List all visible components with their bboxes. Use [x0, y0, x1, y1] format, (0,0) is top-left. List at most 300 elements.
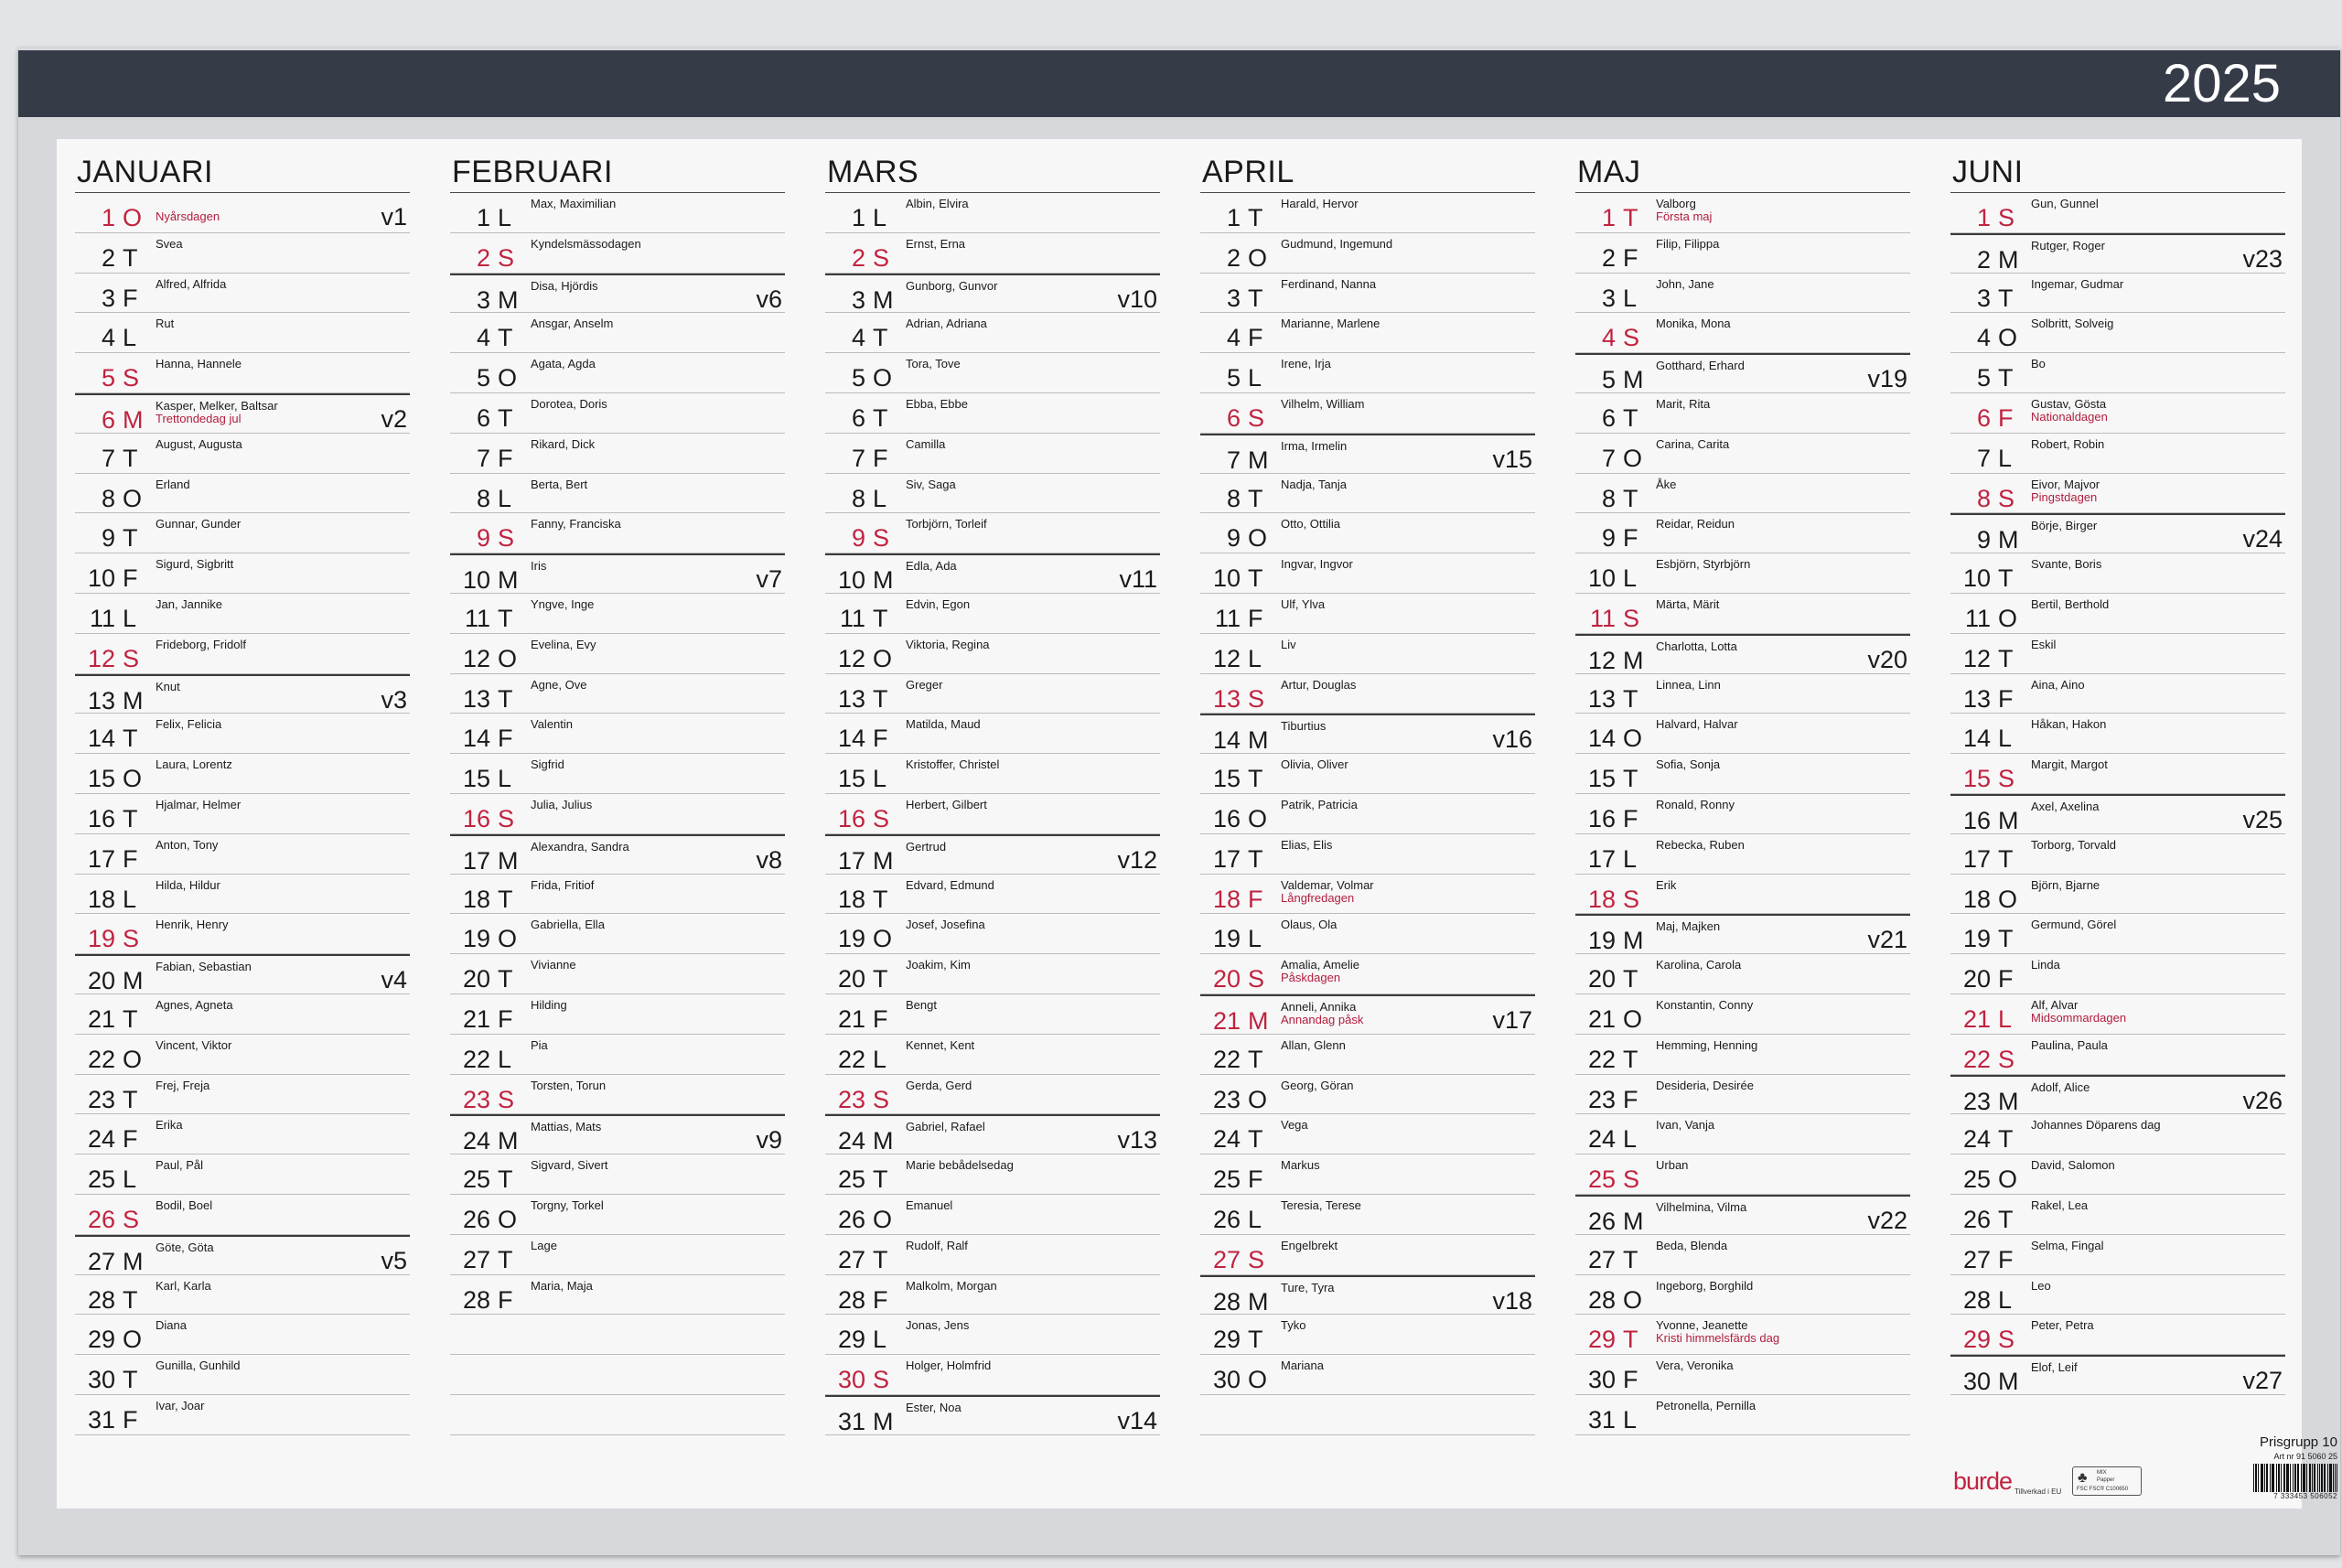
day-number: 16	[1587, 804, 1616, 832]
name-day: Esbjörn, Styrbjörn	[1656, 557, 1751, 572]
day-number: 27	[462, 1245, 490, 1273]
weekday-letter: F	[498, 1004, 513, 1033]
name-day: Rutger, Roger	[2031, 238, 2105, 252]
name-day: Hemming, Henning	[1656, 1037, 1758, 1052]
weekday-letter: T	[873, 965, 888, 993]
weekday-letter: O	[1248, 243, 1268, 272]
day-number: 30	[87, 1366, 115, 1394]
day-row	[1575, 674, 1910, 714]
name-day: Gudmund, Ingemund	[1281, 236, 1393, 251]
name-day: Malkolm, Morgan	[906, 1278, 997, 1293]
day-number: 30	[1962, 1368, 1991, 1396]
day-row	[1200, 1155, 1535, 1195]
day-number: 1	[476, 204, 490, 231]
weekday-letter: F	[1623, 243, 1638, 272]
day-number: 27	[1587, 1245, 1616, 1273]
day-row	[1575, 714, 1910, 754]
day-number: 26	[87, 1205, 115, 1233]
name-day: Rakel, Lea	[2031, 1197, 2089, 1212]
day-number: 22	[837, 1045, 865, 1073]
weekday-letter: T	[1248, 564, 1263, 593]
day-number: 31	[87, 1405, 115, 1434]
day-row	[1200, 994, 1535, 1035]
day-number: 3	[1226, 284, 1241, 312]
day-row	[1200, 1355, 1535, 1395]
day-row	[450, 1035, 785, 1075]
day-row	[1575, 1395, 1910, 1435]
name-day: Vega	[1281, 1118, 1308, 1133]
weekday-letter: F	[1998, 403, 2014, 432]
weekday-letter: M	[123, 686, 144, 714]
day-row	[450, 233, 785, 274]
name-day: Åke	[1656, 477, 1677, 491]
weekday-letter: O	[1623, 725, 1643, 753]
day-row	[450, 553, 785, 594]
name-day: Björn, Bjarne	[2031, 877, 2100, 892]
name-day: Ferdinand, Nanna	[1281, 276, 1377, 291]
name-day: Anneli, Annika	[1281, 999, 1357, 1014]
day-number: 5	[1601, 366, 1616, 394]
day-row	[825, 754, 1160, 794]
day-row	[75, 434, 410, 474]
day-number: 2	[476, 243, 490, 272]
weekday-letter: S	[1248, 965, 1265, 993]
day-number: 4	[476, 324, 490, 352]
day-row	[75, 553, 410, 594]
day-row	[1575, 1355, 1910, 1395]
name-day: Disa, Hjördis	[531, 278, 598, 293]
name-day: Marie bebådelsedag	[906, 1158, 1014, 1173]
day-number: 3	[476, 285, 490, 314]
name-day: Elof, Leif	[2031, 1360, 2078, 1375]
day-number: 28	[1212, 1287, 1241, 1316]
name-day: Edvin, Egon	[906, 596, 971, 611]
name-day: Elias, Elis	[1281, 837, 1333, 852]
weekday-letter: M	[1998, 526, 2019, 554]
name-day: Agnes, Agneta	[156, 997, 233, 1012]
day-row	[825, 393, 1160, 434]
day-number: 14	[1587, 725, 1616, 753]
weekday-letter: L	[873, 1045, 887, 1073]
day-number: 14	[462, 725, 490, 753]
day-row	[825, 1395, 1160, 1435]
day-number: 18	[1962, 885, 1991, 913]
weekday-letter: M	[498, 566, 519, 595]
name-day: Vilhelmina, Vilma	[1656, 1199, 1747, 1214]
day-number: 7	[101, 444, 115, 472]
day-row	[75, 1275, 410, 1316]
week-number: v12	[1117, 845, 1157, 874]
holiday-label: Annandag påsk	[1281, 1012, 1364, 1026]
day-number: 10	[462, 566, 490, 595]
weekday-letter: S	[498, 243, 515, 272]
day-number: 5	[101, 364, 115, 392]
name-day: Ingemar, Gudmar	[2031, 276, 2124, 291]
day-row	[1575, 1114, 1910, 1155]
day-number: 27	[1212, 1245, 1241, 1273]
weekday-letter: M	[1998, 806, 2019, 834]
day-row	[75, 834, 410, 875]
weekday-letter: T	[1998, 564, 2014, 593]
day-row	[1200, 794, 1535, 834]
day-number: 7	[851, 444, 865, 472]
day-number: 17	[1212, 844, 1241, 873]
name-day: Gunnar, Gunder	[156, 517, 242, 532]
weekday-letter: L	[1623, 1125, 1638, 1154]
weekday-letter: L	[1623, 844, 1638, 873]
weekday-letter: M	[873, 1127, 894, 1155]
day-number: 29	[87, 1326, 115, 1354]
weekday-letter: L	[123, 1165, 137, 1194]
day-number: 6	[1601, 403, 1616, 432]
month-column-juni	[1950, 154, 2285, 1395]
weekday-letter: F	[1623, 804, 1638, 832]
weekday-letter: F	[1623, 1366, 1638, 1394]
name-day: Felix, Felicia	[156, 717, 222, 732]
weekday-letter: L	[498, 765, 512, 793]
day-row	[1575, 233, 1910, 274]
day-row	[1950, 834, 2285, 875]
weekday-letter: F	[873, 444, 888, 472]
day-number: 1	[1226, 204, 1241, 231]
day-number: 4	[101, 324, 115, 352]
barcode-icon	[2253, 1464, 2337, 1492]
name-day: Märta, Märit	[1656, 596, 1720, 611]
name-day: Valdemar, Volmar	[1281, 877, 1374, 892]
weekday-letter: O	[1623, 1004, 1643, 1033]
name-day: Frej, Freja	[156, 1078, 210, 1092]
day-row	[1950, 674, 2285, 714]
day-row	[1575, 513, 1910, 553]
week-number: v7	[756, 565, 782, 594]
name-day: Petronella, Pernilla	[1656, 1398, 1756, 1412]
weekday-letter: S	[1248, 1245, 1265, 1273]
weekday-letter: M	[1623, 1207, 1644, 1235]
name-day: Ernst, Erna	[906, 236, 966, 251]
day-row	[1950, 353, 2285, 393]
day-number: 10	[837, 566, 865, 595]
day-row	[825, 193, 1160, 233]
header-bar	[18, 50, 2340, 117]
day-row	[450, 393, 785, 434]
day-row	[825, 794, 1160, 834]
day-row	[1200, 875, 1535, 915]
day-row	[1200, 754, 1535, 794]
weekday-letter: M	[123, 405, 144, 434]
name-day: Maj, Majken	[1656, 919, 1721, 934]
day-number: 10	[1212, 564, 1241, 593]
day-number: 2	[101, 243, 115, 272]
day-number: 7	[1976, 444, 1991, 472]
name-day: Erik	[1656, 877, 1677, 892]
name-day: Diana	[156, 1318, 187, 1333]
day-row	[450, 794, 785, 834]
name-day: Halvard, Halvar	[1656, 717, 1738, 732]
name-day: Johannes Döparens dag	[2031, 1118, 2161, 1133]
day-number: 17	[1587, 844, 1616, 873]
weekday-letter: M	[498, 1127, 519, 1155]
weekday-letter: O	[1998, 1165, 2018, 1194]
day-row	[825, 1315, 1160, 1355]
day-number: 29	[1212, 1326, 1241, 1354]
weekday-letter: T	[123, 524, 138, 553]
weekday-letter: T	[1623, 965, 1638, 993]
day-number: 29	[1962, 1326, 1991, 1354]
weekday-letter: L	[1998, 725, 2013, 753]
day-number: 7	[1601, 444, 1616, 472]
day-row	[75, 1355, 410, 1395]
day-row	[75, 914, 410, 954]
day-row	[1200, 1035, 1535, 1075]
day-row	[1200, 274, 1535, 314]
day-number: 3	[101, 284, 115, 312]
week-number: v2	[381, 404, 407, 433]
week-number: v23	[2242, 244, 2283, 273]
day-row	[75, 674, 410, 714]
weekday-letter: M	[1998, 1368, 2019, 1396]
day-row	[75, 994, 410, 1035]
name-day: Reidar, Reidun	[1656, 517, 1735, 532]
day-row	[825, 594, 1160, 634]
day-row	[825, 1275, 1160, 1316]
day-row	[1950, 634, 2285, 674]
day-row	[825, 513, 1160, 553]
weekday-letter: M	[1623, 927, 1644, 955]
weekday-letter: T	[1998, 925, 2014, 953]
name-day: Holger, Holmfrid	[906, 1359, 992, 1373]
weekday-letter: O	[873, 925, 893, 953]
day-number: 12	[462, 644, 490, 672]
weekday-letter: F	[498, 725, 513, 753]
day-number: 20	[87, 967, 115, 995]
day-row	[1950, 954, 2285, 994]
name-day: Ebba, Ebbe	[906, 396, 968, 411]
weekday-letter: F	[1248, 604, 1263, 632]
weekday-letter: L	[498, 484, 512, 512]
day-row	[825, 1195, 1160, 1235]
day-number: 23	[87, 1085, 115, 1113]
name-day: Torbjörn, Torleif	[906, 517, 987, 532]
day-number: 6	[101, 405, 115, 434]
weekday-letter: L	[873, 765, 887, 793]
weekday-letter: T	[498, 885, 513, 913]
name-day: Olaus, Ola	[1281, 918, 1338, 932]
weekday-letter: S	[498, 804, 515, 832]
name-day: Filip, Filippa	[1656, 236, 1720, 251]
weekday-letter: M	[873, 285, 894, 314]
name-day: John, Jane	[1656, 276, 1714, 291]
day-row	[825, 1235, 1160, 1275]
name-day: Monika, Mona	[1656, 317, 1731, 331]
day-number: 24	[1587, 1125, 1616, 1154]
name-day: Svante, Boris	[2031, 557, 2102, 572]
day-row	[75, 754, 410, 794]
name-day: Yngve, Inge	[531, 596, 595, 611]
day-row	[825, 1114, 1160, 1155]
day-row	[450, 875, 785, 915]
day-row	[1950, 193, 2285, 233]
weekday-letter: S	[873, 804, 890, 832]
day-row	[1200, 1395, 1535, 1435]
weekday-letter: L	[1998, 1004, 2013, 1033]
weekday-letter: T	[498, 403, 513, 432]
day-row	[1950, 1195, 2285, 1235]
calendar-sheet	[57, 139, 2337, 1509]
name-day: Alfred, Alfrida	[156, 276, 227, 291]
day-number: 15	[1962, 765, 1991, 793]
weekday-letter: T	[123, 1285, 138, 1314]
day-number: 19	[1212, 925, 1241, 953]
day-row	[450, 954, 785, 994]
week-number: v1	[381, 203, 407, 231]
day-row	[450, 434, 785, 474]
name-day: Albin, Elvira	[906, 197, 969, 210]
weekday-letter: O	[1998, 604, 2018, 632]
day-number: 28	[87, 1285, 115, 1314]
weekday-letter: M	[1248, 726, 1269, 755]
name-day: Paulina, Paula	[2031, 1037, 2108, 1052]
day-number: 28	[1587, 1285, 1616, 1314]
week-number: v18	[1492, 1286, 1532, 1315]
weekday-letter: T	[1998, 364, 2014, 392]
weekday-letter: M	[1248, 1287, 1269, 1316]
day-number: 17	[87, 844, 115, 873]
day-row	[1950, 754, 2285, 794]
name-day: Vincent, Viktor	[156, 1037, 232, 1052]
day-number: 25	[837, 1165, 865, 1194]
day-number: 23	[462, 1085, 490, 1113]
day-row	[75, 875, 410, 915]
weekday-letter: T	[1623, 1045, 1638, 1073]
weekday-letter: O	[873, 1205, 893, 1233]
day-row	[825, 1075, 1160, 1115]
day-number: 9	[851, 524, 865, 553]
weekday-letter: T	[1998, 284, 2014, 312]
month-title: JANUARI	[75, 154, 410, 193]
day-row	[1200, 233, 1535, 274]
name-day: Fabian, Sebastian	[156, 960, 252, 974]
day-number: 14	[1962, 725, 1991, 753]
day-row	[75, 193, 410, 233]
weekday-letter: S	[123, 364, 140, 392]
day-number: 30	[1212, 1366, 1241, 1394]
day-row	[450, 994, 785, 1035]
day-row	[75, 634, 410, 674]
day-number: 18	[1587, 885, 1616, 913]
weekday-letter: M	[1623, 646, 1644, 674]
name-day: Sofia, Sonja	[1656, 757, 1721, 772]
weekday-letter: M	[873, 1407, 894, 1435]
name-day: Berta, Bert	[531, 477, 588, 491]
week-number: v8	[756, 845, 782, 874]
day-number: 8	[1226, 484, 1241, 512]
barcode-number: 7 333453 506052	[2273, 1492, 2337, 1500]
weekday-letter: T	[123, 444, 138, 472]
name-day: Linda	[2031, 958, 2060, 972]
day-row	[825, 1355, 1160, 1395]
day-row	[825, 714, 1160, 754]
day-number: 1	[101, 204, 115, 231]
day-row	[1950, 553, 2285, 594]
week-number: v10	[1117, 285, 1157, 313]
day-number: 22	[1212, 1045, 1241, 1073]
day-row	[1575, 474, 1910, 514]
holiday-label: Nyårsdagen	[156, 209, 220, 223]
day-number: 3	[1601, 284, 1616, 312]
name-day: Kasper, Melker, Baltsar	[156, 398, 278, 413]
name-day: Aina, Aino	[2031, 677, 2085, 692]
day-row	[825, 954, 1160, 994]
name-day: Adolf, Alice	[2031, 1079, 2090, 1094]
fsc-code-label: FSC FSC® C100650	[2077, 1487, 2129, 1492]
weekday-letter: S	[1248, 403, 1265, 432]
name-day: Konstantin, Conny	[1656, 997, 1754, 1012]
name-day: Erika	[156, 1118, 183, 1133]
week-number: v22	[1867, 1206, 1907, 1234]
weekday-letter: S	[123, 644, 140, 672]
day-row	[1575, 193, 1910, 233]
weekday-letter: F	[1248, 324, 1263, 352]
day-number: 22	[1962, 1045, 1991, 1073]
name-day: Irma, Irmelin	[1281, 438, 1348, 453]
day-row	[450, 274, 785, 314]
day-row	[1950, 914, 2285, 954]
name-day: Irene, Irja	[1281, 357, 1331, 371]
name-day: Leo	[2031, 1278, 2051, 1293]
day-row	[1575, 594, 1910, 634]
name-day: Vivianne	[531, 958, 576, 972]
day-row	[1575, 1155, 1910, 1195]
name-day: Emanuel	[906, 1197, 953, 1212]
day-row	[1575, 1235, 1910, 1275]
weekday-letter: S	[1998, 1326, 2015, 1354]
day-number: 13	[1962, 684, 1991, 713]
day-number: 25	[462, 1165, 490, 1194]
day-number: 22	[87, 1045, 115, 1073]
name-day: Vera, Veronika	[1656, 1359, 1734, 1373]
weekday-letter: L	[873, 204, 887, 231]
name-day: Desideria, Desirée	[1656, 1078, 1754, 1092]
name-day: Erland	[156, 477, 190, 491]
day-number: 27	[1962, 1245, 1991, 1273]
day-number: 20	[1212, 965, 1241, 993]
day-number: 13	[87, 686, 115, 714]
holiday-label: Trettondedag jul	[156, 411, 242, 425]
weekday-letter: F	[1623, 1085, 1638, 1113]
day-number: 5	[851, 364, 865, 392]
day-number: 28	[837, 1285, 865, 1314]
day-row	[450, 193, 785, 233]
weekday-letter: S	[1998, 765, 2015, 793]
day-number: 25	[1587, 1165, 1616, 1194]
month-title: JUNI	[1950, 154, 2285, 193]
weekday-letter: T	[1623, 403, 1638, 432]
day-number: 2	[1976, 245, 1991, 274]
weekday-letter: S	[123, 1205, 140, 1233]
day-number: 12	[1587, 646, 1616, 674]
name-day: Gabriella, Ella	[531, 918, 605, 932]
day-row	[825, 1155, 1160, 1195]
weekday-letter: F	[498, 1285, 513, 1314]
day-row	[75, 1235, 410, 1275]
weekday-letter: M	[873, 566, 894, 595]
weekday-letter: L	[498, 1045, 512, 1073]
day-row	[75, 1195, 410, 1235]
day-number: 4	[1976, 324, 1991, 352]
day-number: 24	[462, 1127, 490, 1155]
weekday-letter: S	[1248, 684, 1265, 713]
weekday-letter: T	[1998, 644, 2014, 672]
